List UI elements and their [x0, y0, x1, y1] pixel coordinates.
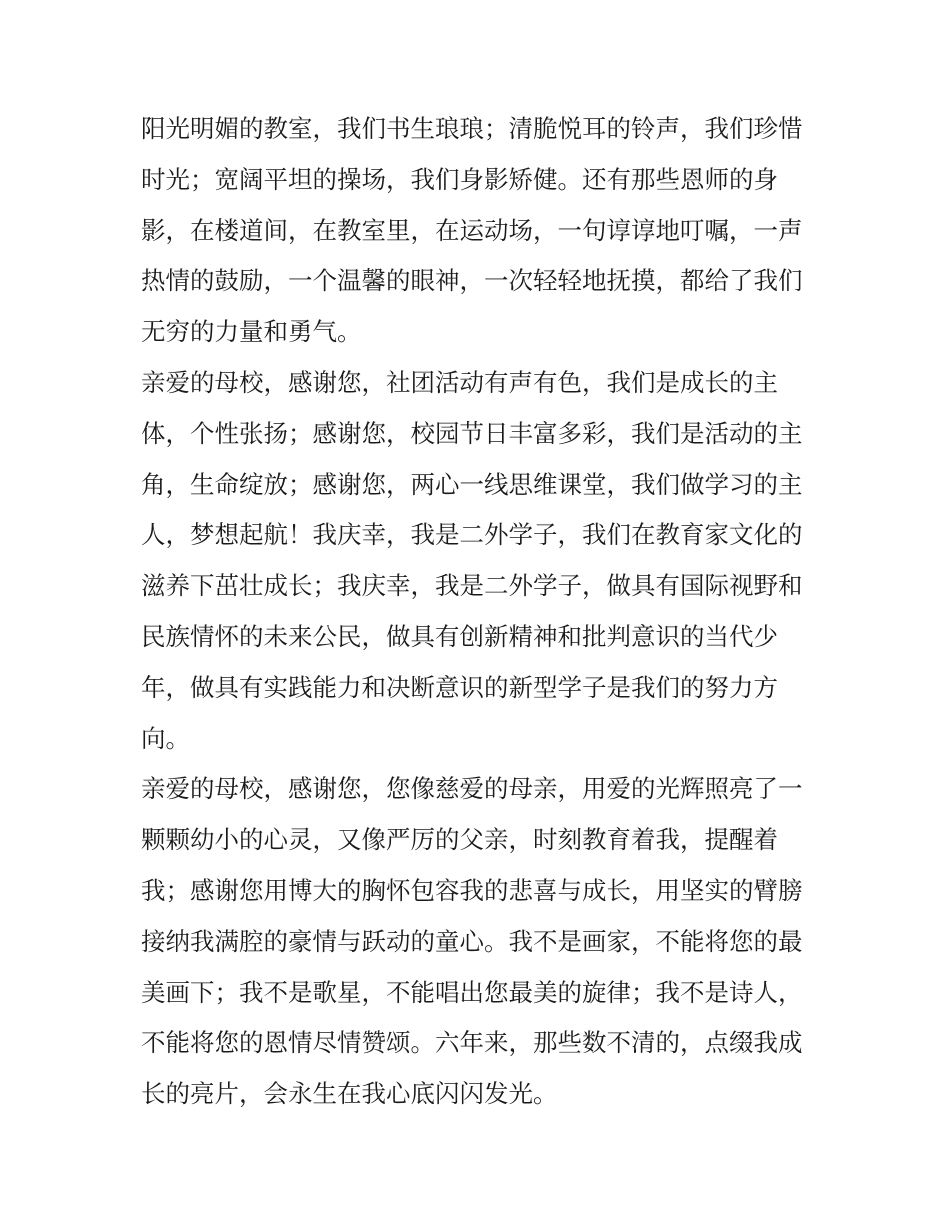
text-line: 体，个性张扬；感谢您，校园节日丰富多彩，我们是活动的主: [141, 418, 803, 448]
text-line: 无穷的力量和勇气。: [141, 317, 362, 347]
text-line: 滋养下茁壮成长；我庆幸，我是二外学子，做具有国际视野和: [141, 571, 803, 601]
text-line: 民族情怀的未来公民，做具有创新精神和批判意识的当代少: [141, 621, 778, 651]
text-line: 向。: [141, 723, 190, 753]
text-line: 不能将您的恩情尽情赞颂。六年来，那些数不清的，点缀我成: [141, 1028, 803, 1058]
body-text: [141, 104, 821, 1120]
text-line: 阳光明媚的教室，我们书生琅琅；清脆悦耳的铃声，我们珍惜: [141, 114, 803, 143]
text-line: 角，生命绽放；感谢您，两心一线思维课堂，我们做学习的主: [141, 469, 803, 499]
text-line: 我；感谢您用博大的胸怀包容我的悲喜与成长，用坚实的臂膀: [141, 875, 803, 905]
text-line: 年，做具有实践能力和决断意识的新型学子是我们的努力方: [141, 672, 778, 702]
text-line: 接纳我满腔的豪情与跃动的童心。我不是画家，不能将您的最: [141, 926, 803, 956]
text-line: 颗颗幼小的心灵，又像严厉的父亲，时刻教育着我，提醒着: [141, 825, 778, 855]
text-line: 时光；宽阔平坦的操场，我们身影矫健。还有那些恩师的身: [141, 164, 778, 194]
text-line: 美画下；我不是歌星，不能唱出您最美的旋律；我不是诗人，: [141, 977, 803, 1007]
text-line: 人，梦想起航！我庆幸，我是二外学子，我们在教育家文化的: [141, 520, 803, 550]
text-line: 亲爱的母校，感谢您，您像慈爱的母亲，用爱的光辉照亮了一: [141, 774, 803, 804]
text-line: 亲爱的母校，感谢您，社团活动有声有色，我们是成长的主: [141, 367, 778, 397]
text-line: 影，在楼道间，在教室里，在运动场，一句谆谆地叮嘱，一声: [141, 215, 803, 245]
text-line: 热情的鼓励，一个温馨的眼神，一次轻轻地抚摸，都给了我们: [141, 266, 803, 296]
text-line: 长的亮片，会永生在我心底闪闪发光。: [141, 1079, 558, 1109]
